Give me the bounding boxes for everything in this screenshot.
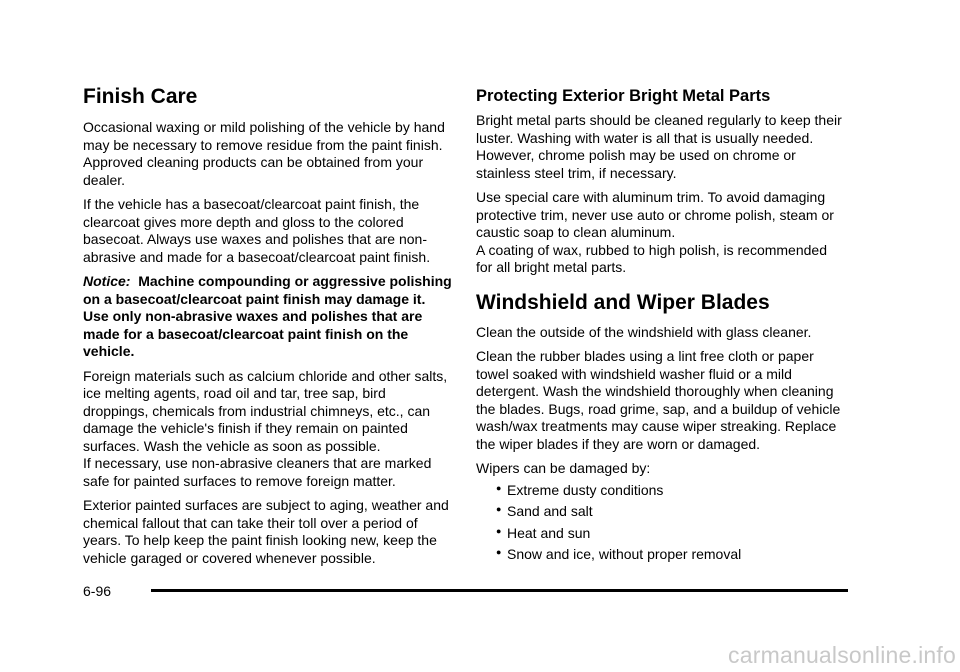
windshield-paragraph-2: Clean the rubber blades using a lint free cloth or paper towel soaked with windshield washer fluid or a mild detergent. Wash the windshield thoroughly when cleaning the blades. Bugs, road grime, sap, and a buildup of vehicle wash/wax treatments may cause wiper streaking. Replace the wiper blades if they are worn or damaged.: [476, 348, 841, 452]
finish-care-paragraph-4b: If necessary, use non-abrasive cleaners that are marked safe for painted surfaces to remove foreign matter.: [83, 455, 432, 489]
notice-text: Machine compounding or aggressive polishing on a basecoat/clearcoat paint finish may damage it. Use only non-abrasive waxes and polishes that are made for a basecoat/clearcoat paint finish on the vehicle.: [83, 273, 452, 359]
left-column: [83, 0, 453, 567]
footer-rule: [151, 589, 848, 592]
finish-care-paragraph-4: Foreign materials such as calcium chloride and other salts, ice melting agents, road oil and tar, tree sap, bird droppings, chemicals from industrial chimneys, etc., can damage the vehicle's finish if they remain on painted surfaces. Wash the vehicle as soon as possible.: [83, 367, 448, 454]
wiper-damage-list: [476, 482, 846, 564]
list-item: ● Extreme dusty conditions: [496, 481, 664, 498]
finish-care-paragraph-5: Exterior painted surfaces are subject to aging, weather and chemical fallout that can take their toll over a period of years. To help keep the paint finish looking new, keep the vehicle garaged or covered whenever possible.: [83, 497, 449, 566]
notice-label: Notice:: [83, 273, 131, 289]
right-column: [476, 0, 846, 568]
bullet-icon: ●: [496, 525, 502, 536]
metal-parts-paragraph-2: Use special care with aluminum trim. To avoid damaging protective trim, never use auto or chrome polish, steam or caustic soap to clean aluminum.: [476, 189, 834, 240]
bullet-icon: ●: [496, 547, 502, 557]
finish-care-paragraph-2: If the vehicle has a basecoat/clearcoat paint finish, the clearcoat gives more depth and gloss to the colored basecoat. Always use waxes and polishes that are non-abrasive and made for a basecoat/clearcoat paint finish.: [83, 196, 431, 265]
list-item: ● Heat and sun: [496, 524, 591, 541]
windshield-paragraph-1: Clean the outside of the windshield with glass cleaner.: [476, 323, 812, 340]
heading-windshield-wiper-blades: Windshield and Wiper Blades: [476, 290, 770, 314]
metal-parts-paragraph-1: Bright metal parts should be cleaned regularly to keep their luster. Washing with water is all that is usually needed. However, chrome polish may be used on chrome or stainless steel trim, if necessary.: [476, 112, 842, 181]
page-number: 6-96: [83, 583, 112, 599]
heading-finish-care: Finish Care: [83, 85, 198, 108]
windshield-paragraph-3: Wipers can be damaged by:: [476, 460, 651, 476]
metal-parts-paragraph-2b: A coating of wax, rubbed to high polish, is recommended for all bright metal parts.: [476, 241, 827, 275]
watermark: carmanualsonline.info: [728, 642, 956, 668]
list-item: ● Sand and salt: [496, 503, 593, 519]
bullet-icon: ●: [496, 482, 502, 493]
notice-paragraph: [83, 273, 453, 361]
bullet-icon: ●: [496, 504, 502, 514]
list-item: ● Snow and ice, without proper removal: [496, 546, 742, 562]
heading-protecting-metal-parts: Protecting Exterior Bright Metal Parts: [476, 87, 771, 105]
finish-care-paragraph-1: Occasional waxing or mild polishing of the vehicle by hand may be necessary to remove residue from the paint finish. Approved cleaning products can be obtained from your dealer.: [83, 119, 445, 188]
